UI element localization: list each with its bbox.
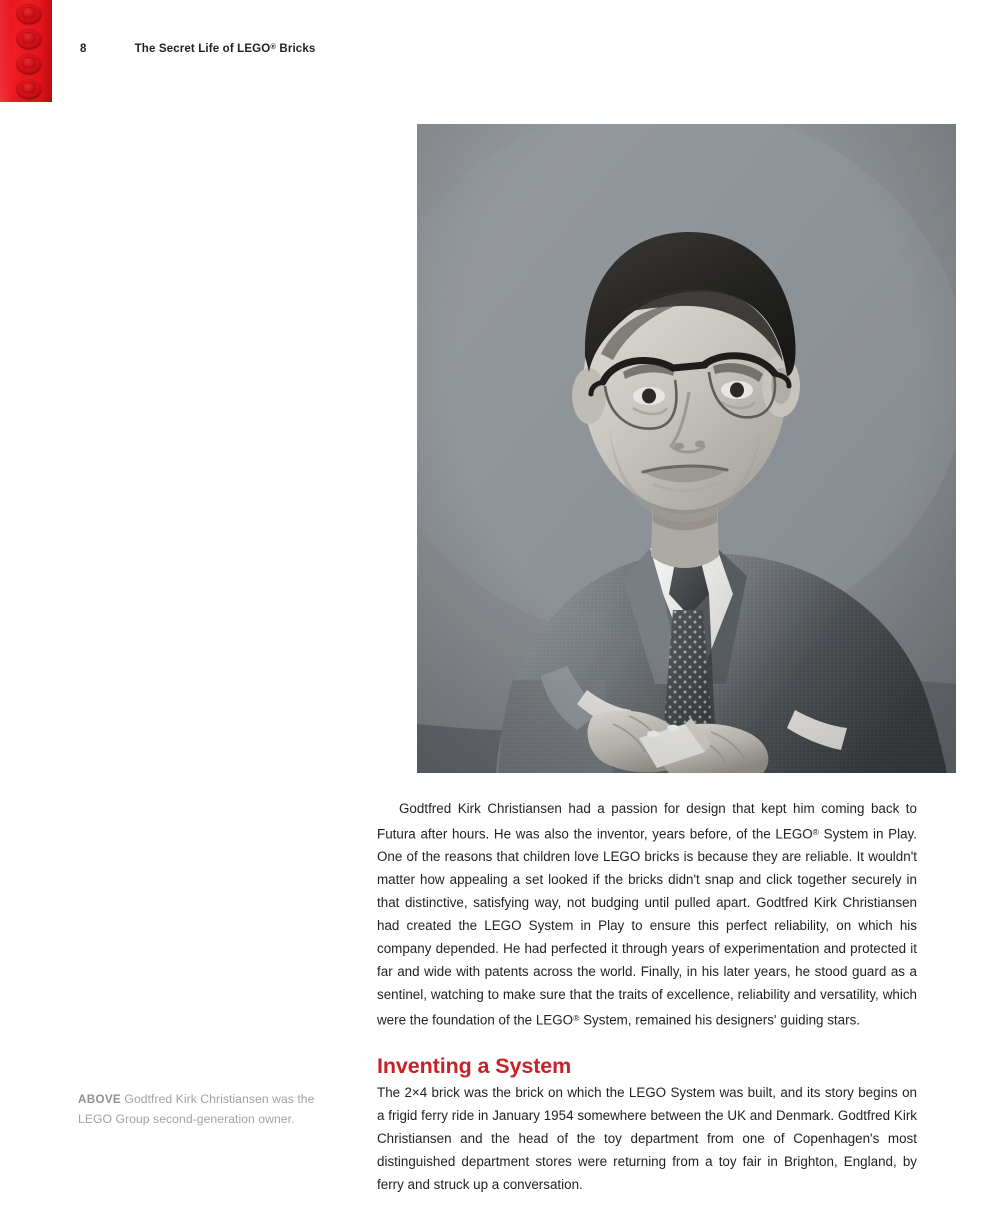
running-title-tail: Bricks — [276, 43, 316, 55]
photo-frame — [417, 124, 956, 773]
body-paragraph-1 — [377, 798, 917, 1033]
photo-caption — [78, 1090, 330, 1130]
portrait-photo — [417, 124, 956, 773]
registered-mark: ® — [812, 826, 819, 837]
lego-stud-icon — [16, 52, 42, 74]
brick-stud-group — [16, 2, 42, 99]
running-title-main: The Secret Life of LEGO — [134, 43, 271, 55]
lego-brick-tab — [0, 0, 52, 102]
caption-lead: ABOVE — [78, 1093, 121, 1106]
page-number: 8 — [80, 43, 87, 55]
section-heading: Inventing a System — [377, 1053, 572, 1078]
body-column — [377, 798, 917, 1197]
paragraph-1-part-c: System, remained his designers' guiding stars. — [579, 1012, 861, 1028]
lego-stud-icon — [16, 2, 42, 24]
lego-stud-icon — [16, 27, 42, 49]
running-head — [80, 42, 315, 55]
paragraph-1-part-a: Godtfred Kirk Christiansen had a passion for design that kept him coming back to Futura after hours. He was also the inventor, years before, of the LEGO — [377, 801, 917, 842]
caption-text: Godtfred Kirk Christiansen was the LEGO Group second-generation owner. — [78, 1092, 315, 1126]
lego-stud-icon — [16, 77, 42, 99]
paragraph-1-part-b: System in Play. One of the reasons that children love LEGO bricks is because they are reliable. It wouldn't matter how appealing a set looked if the bricks didn't snap and click together securely in that distinctive, satisfying way, not budging until pulled apart. Godtfred Kirk Christiansen had created the LEGO System in Play to ensure this perfect reliability, on which his company depended. He had perfected it through years of experimentation and protected it far and wide with patents across the world. Finally, in his later years, he stood guard as a sentinel, watching to make sure that the traits of excellence, reliability and versatility, which were the foundation of the LEGO — [377, 826, 917, 1028]
body-paragraph-2: The 2×4 brick was the brick on which the LEGO System was built, and its story begins on a frigid ferry ride in January 1954 somewhere between the UK and Denmark. Godtfred Kirk Christiansen and the head of the toy department from one of Copenhagen's most distinguished department stores were returning from a toy fair in Brighton, England, by ferry and struck up a conversation. — [377, 1085, 917, 1192]
portrait-illustration — [417, 124, 956, 773]
running-title — [135, 42, 316, 55]
registered-mark: ® — [270, 42, 277, 51]
registered-mark: ® — [573, 1013, 580, 1024]
